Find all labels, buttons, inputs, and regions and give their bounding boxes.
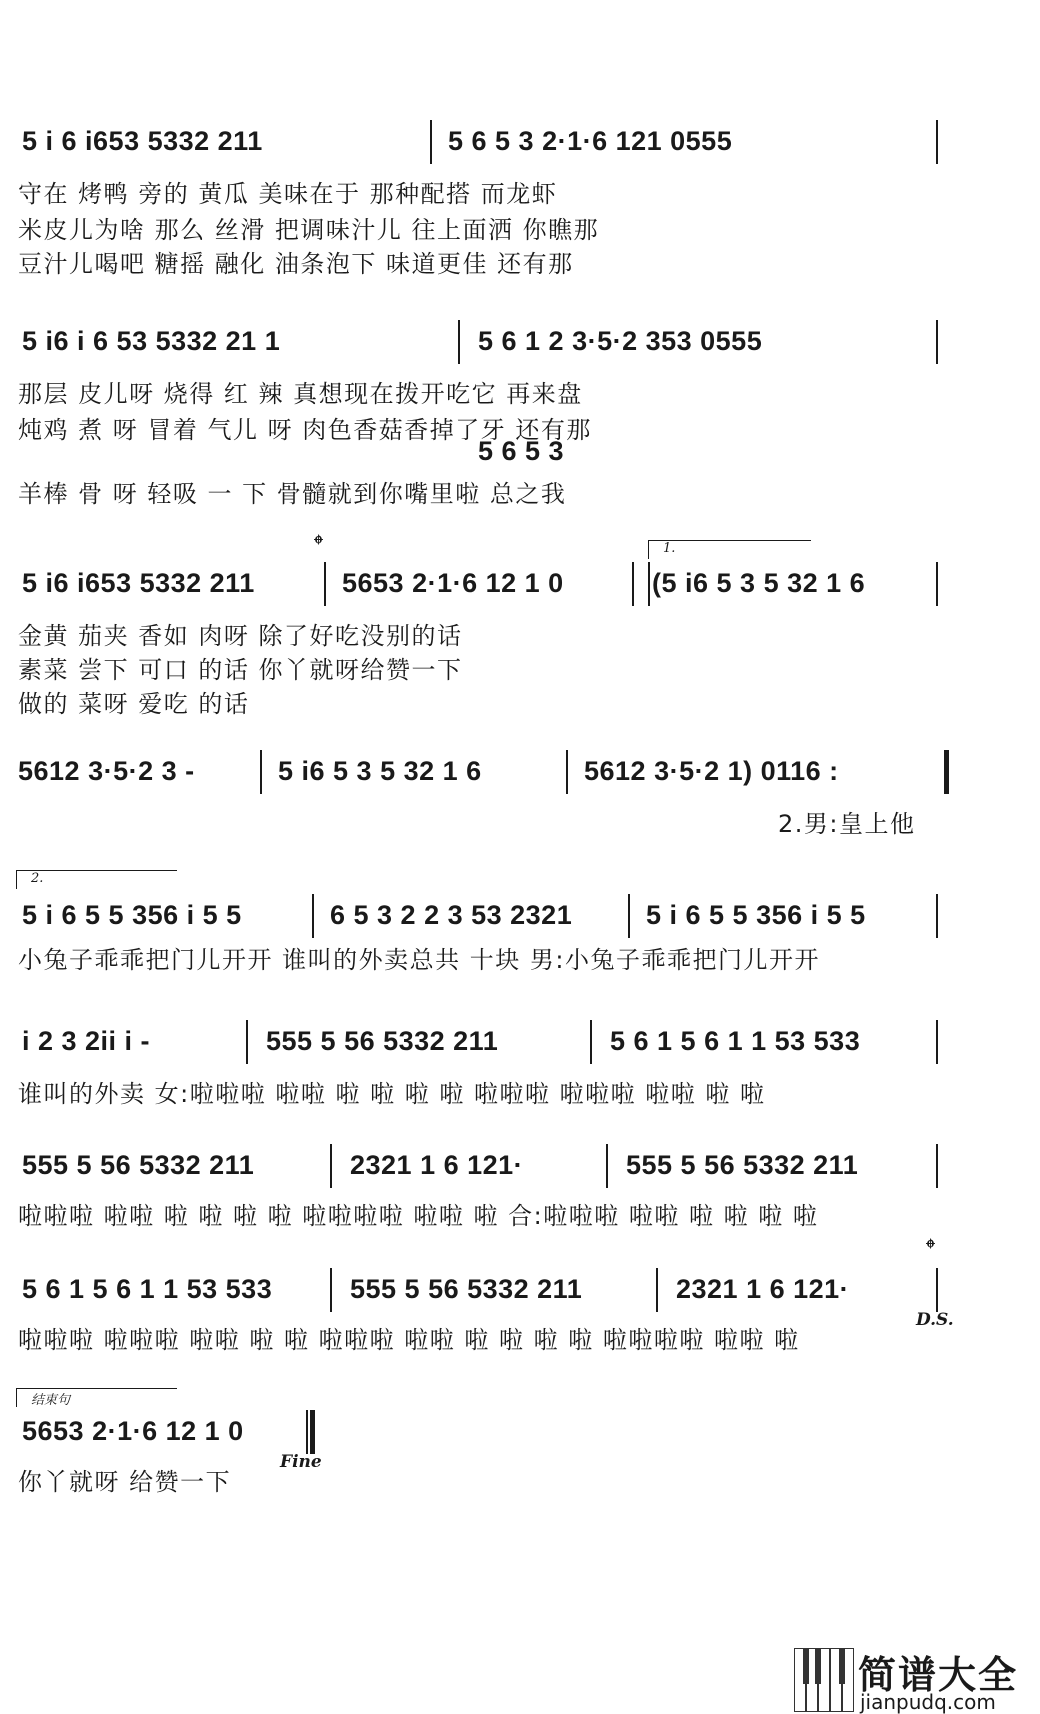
notation-segment: 5 6 1 2 3·5·2 353 0555 [478,326,763,356]
barline [430,120,432,164]
barline [324,562,326,606]
volta-label: 2. [31,871,44,886]
notation-segment: 555 5 56 5332 211 [22,1150,255,1180]
notation-segment: 5 6 5 3 2·1·6 121 0555 [448,126,733,156]
volta-label: 结束句 [31,1393,71,1408]
volta-bracket [16,870,177,889]
volta-bracket [16,1388,177,1407]
lyric-text: 金黄 茄夹 香如 肉呀 除了好吃没别的话 [18,622,463,650]
notation-segment: 5 6 1 5 6 1 1 53 533 [22,1274,273,1304]
notation-segment: i 2 3 2ii i - [22,1026,151,1056]
barline [936,1144,938,1188]
barline [306,1410,308,1454]
notation-segment: 2321 1 6 121· [350,1150,524,1180]
notation-segment: 5612 3·5·2 3 - [18,756,195,786]
barline [246,1020,248,1064]
barline [590,1020,592,1064]
lyric-text: 啦啦啦 啦啦啦 啦啦 啦 啦 啦啦啦 啦啦 啦 啦 啦 啦 啦啦啦啦 啦啦 啦 [18,1326,800,1354]
lyric-text: 2.男:皇上他 [778,810,916,838]
notation-segment: 5 6 5 3 [478,436,565,466]
notation-segment: 5 i6 i653 5332 211 [22,568,255,598]
barline [628,894,630,938]
barline [936,320,938,364]
volta-bracket [648,540,811,559]
final-barline [310,1410,315,1454]
notation-segment: 5 6 1 5 6 1 1 53 533 [610,1026,861,1056]
barline [566,750,568,794]
notation-segment: 5653 2·1·6 12 1 0 [22,1416,244,1446]
notation-segment: 5612 3·5·2 1) 0116 : [584,756,839,786]
coda-symbol-1: 𝄌 [314,530,323,560]
barline [632,562,634,606]
barline [936,120,938,164]
lyric-text: 小兔子乖乖把门儿开开 谁叫的外卖总共 十块 男:小兔子乖乖把门儿开开 [18,946,820,974]
lyric-text: 米皮儿为啥 那么 丝滑 把调味汁儿 往上面洒 你瞧那 [18,216,600,244]
notation-segment: 5 i6 5 3 5 32 1 6 [278,756,482,786]
notation-segment: 6 5 3 2 2 3 53 2321 [330,900,573,930]
notation-segment: 5 i 6 5 5 356 i 5 5 [22,900,242,930]
notation-segment: 5 i 6 5 5 356 i 5 5 [646,900,866,930]
lyric-text: 豆汁儿喝吧 糖摇 融化 油条泡下 味道更佳 还有那 [18,250,574,278]
piano-keys-icon [794,1648,852,1710]
barline [312,894,314,938]
notation-segment: 5653 2·1·6 12 1 0 [342,568,564,598]
barline [936,894,938,938]
site-logo [794,1644,1034,1714]
barline [260,750,262,794]
logo-title: 简谱大全 [858,1653,1019,1697]
barline [656,1268,658,1312]
fine-marking: Fine [280,1452,322,1472]
lyric-text: 素菜 尝下 可口 的话 你丫就呀给赞一下 [18,656,463,684]
lyric-text: 那层 皮儿呀 烧得 红 辣 真想现在拨开吃它 再来盘 [18,380,583,408]
notation-segment: 5 i6 i 6 53 5332 21 1 [22,326,281,356]
lyric-text: 啦啦啦 啦啦 啦 啦 啦 啦 啦啦啦啦 啦啦 啦 合:啦啦啦 啦啦 啦 啦 啦 啦 [18,1202,819,1230]
volta-label: 1. [663,541,676,556]
lyric-text: 守在 烤鸭 旁的 黄瓜 美味在于 那种配搭 而龙虾 [18,180,558,208]
lyric-text: 炖鸡 煮 呀 冒着 气儿 呀 肉色香菇香掉了牙 还有那 [18,416,592,444]
barline [606,1144,608,1188]
lyric-text: 羊棒 骨 呀 轻吸 一 下 骨髓就到你嘴里啦 总之我 [18,480,567,508]
notation-segment: 5 i 6 i653 5332 211 [22,126,263,156]
ds-marking: D.S. [916,1310,954,1330]
barline [936,1020,938,1064]
lyric-text: 做的 菜呀 爱吃 的话 [18,690,250,718]
barline [458,320,460,364]
barline [648,562,650,606]
barline [330,1144,332,1188]
notation-segment: (5 i6 5 3 5 32 1 6 [652,568,866,598]
lyric-text: 你丫就呀 给赞一下 [18,1468,232,1496]
logo-url: jianpudq.com [860,1690,996,1714]
final-barline [944,750,949,794]
lyric-text: 谁叫的外卖 女:啦啦啦 啦啦 啦 啦 啦 啦 啦啦啦 啦啦啦 啦啦 啦 啦 [18,1080,766,1108]
barline [936,562,938,606]
coda-symbol-2: 𝄌 [926,1234,935,1264]
notation-segment: 555 5 56 5332 211 [350,1274,583,1304]
barline [330,1268,332,1312]
notation-segment: 555 5 56 5332 211 [626,1150,859,1180]
notation-segment: 555 5 56 5332 211 [266,1026,499,1056]
notation-segment: 2321 1 6 121· [676,1274,850,1304]
barline [936,1268,938,1312]
